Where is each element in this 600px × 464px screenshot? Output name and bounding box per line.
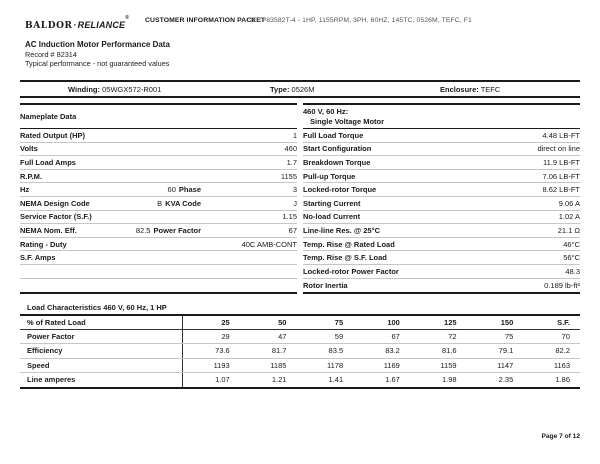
row-label: Line amperes (20, 373, 183, 387)
row-label: Rating - Duty (20, 239, 67, 249)
cell-value: 79.1 (498, 346, 514, 356)
page-number: Page 7 of 12 (541, 433, 580, 440)
document-header (25, 15, 580, 29)
type-segment (270, 85, 440, 94)
type-value: 0526M (291, 84, 315, 94)
row-value: 4.48 LB-FT (542, 130, 580, 140)
table-row (303, 279, 580, 293)
row-value: 40C AMB-CONT (241, 239, 297, 249)
type-label: Type: (270, 84, 290, 94)
empty-row (20, 279, 297, 293)
row-label: Full Load Amps (20, 157, 76, 167)
packet-title: CUSTOMER INFORMATION PACKET (145, 17, 266, 24)
row-value: 3 (292, 185, 297, 195)
cell-value: 1147 (497, 360, 514, 370)
column-header: 75 (334, 318, 344, 328)
cell-value: 29 (221, 332, 230, 342)
row-label: Speed (20, 359, 183, 372)
cell-value: 70 (561, 332, 570, 342)
row-mid-value: 82.5 (135, 225, 151, 235)
table-row (303, 211, 580, 225)
record-number: Record # 82314 (25, 49, 77, 59)
column-header: S.F. (557, 318, 570, 328)
row-value: J (293, 198, 297, 208)
row-value: 67 (288, 225, 297, 235)
cell-value: 1.21 (271, 375, 287, 385)
row-value: 1 (292, 130, 297, 140)
row-label: Efficiency (20, 344, 183, 357)
row-label: NEMA Design Code (20, 198, 90, 208)
cell-value: 81.6 (441, 346, 457, 356)
column-header: % of Rated Load (20, 316, 183, 329)
row-value: direct on line (537, 144, 580, 154)
table-row (20, 129, 297, 143)
cell-value: 83.2 (385, 346, 400, 356)
table-row (303, 156, 580, 170)
row-label: Temp. Rise @ Rated Load (303, 239, 395, 249)
table-row (303, 170, 580, 184)
cell-value: 83.5 (328, 346, 344, 356)
cell-value: 72 (448, 332, 457, 342)
row-value: 9.06 A (558, 198, 580, 208)
winding-value: 05WGX572-R001 (102, 84, 162, 94)
nameplate-table-header (20, 105, 297, 129)
row-value: 48.3 (565, 266, 580, 276)
row-label: Starting Current (303, 198, 361, 208)
table-row (303, 224, 580, 238)
logo-baldor-text: BALDOR (25, 21, 73, 31)
row-label: Power Factor (20, 330, 183, 343)
cell-value: 82.2 (555, 346, 570, 356)
row-label: Locked-rotor Torque (303, 185, 377, 195)
logo-dot: · (73, 20, 77, 30)
cell-value: 1.86 (555, 375, 570, 385)
table-row (20, 183, 297, 197)
row-label: Temp. Rise @ S.F. Load (303, 253, 387, 263)
row-value: 1.15 (282, 212, 297, 222)
row-label: S.F. Amps (20, 253, 56, 263)
nameplate-table (20, 103, 297, 294)
row-value: 46°C (563, 239, 580, 249)
row-value: 1.02 A (558, 212, 580, 222)
table-row (20, 211, 297, 225)
cell-value: 1.41 (328, 375, 344, 385)
row-mid-label: Phase (178, 185, 201, 195)
main-tables (20, 103, 580, 294)
table-row (20, 224, 297, 238)
enclosure-label: Enclosure: (440, 84, 479, 94)
row-label: R.P.M. (20, 171, 42, 181)
voltage-table-header (303, 105, 580, 129)
voltage-performance-table (303, 103, 580, 294)
page-title: AC Induction Motor Performance Data (25, 40, 170, 49)
table-row (303, 238, 580, 252)
table-row (303, 197, 580, 211)
row-value: 0.189 lb-ft² (544, 280, 580, 290)
table-row (20, 143, 297, 157)
table-row (20, 330, 580, 344)
row-label: Rotor Inertia (303, 280, 348, 290)
table-row (303, 251, 580, 265)
row-label: Hz (20, 185, 30, 195)
winding-segment (20, 85, 270, 94)
cell-value: 73.6 (215, 346, 230, 356)
title-block (25, 40, 170, 69)
table-row (303, 183, 580, 197)
row-label: Full Load Torque (303, 130, 364, 140)
row-label: Locked-rotor Power Factor (303, 266, 399, 276)
row-label: No-load Current (303, 212, 361, 222)
column-header: 100 (387, 318, 400, 328)
column-header: 25 (221, 318, 230, 328)
voltage-header-line1: 460 V, 60 Hz: (303, 107, 349, 116)
table-row (20, 156, 297, 170)
logo-reliance-text: RELIANCE (77, 20, 126, 30)
cell-value: 1178 (327, 360, 344, 370)
column-header: 125 (444, 318, 457, 328)
cell-value: 1.67 (385, 375, 400, 385)
cell-value: 67 (391, 332, 400, 342)
winding-label: Winding: (68, 84, 101, 94)
table-row (20, 359, 580, 373)
row-value: 8.62 LB-FT (542, 185, 580, 195)
row-label: Service Factor (S.F.) (20, 212, 92, 222)
table-row (20, 373, 580, 387)
row-label: Volts (20, 144, 38, 154)
catalog-spec-line: CECP83582T-4 - 1HP, 1155RPM, 3PH, 60HZ, 145TC, 0526M, TEFC, F1 (247, 17, 472, 24)
row-mid-value: 60 (167, 185, 176, 195)
row-mid-value: B (157, 198, 163, 208)
row-value: 1.7 (286, 157, 297, 167)
cell-value: 59 (334, 332, 344, 342)
cell-value: 75 (504, 332, 514, 342)
load-characteristics-title: Load Characteristics 460 V, 60 Hz, 1 HP (27, 303, 167, 312)
empty-row (20, 265, 297, 279)
column-header: 50 (278, 318, 287, 328)
table-row (20, 344, 580, 358)
voltage-header-line2: Single Voltage Motor (310, 116, 385, 126)
row-value: 56°C (563, 253, 580, 263)
load-table-header-row (20, 316, 580, 330)
column-header: 150 (500, 318, 514, 328)
table-row (303, 129, 580, 143)
enclosure-value: TEFC (480, 84, 501, 94)
row-value: 1155 (280, 171, 297, 181)
cell-value: 47 (278, 332, 287, 342)
row-label: NEMA Nom. Eff. (20, 225, 77, 235)
cell-value: 1193 (213, 360, 230, 370)
row-label: Rated Output (HP) (20, 130, 85, 140)
performance-note: Typical performance - not guaranteed values (25, 59, 170, 68)
table-row (303, 265, 580, 279)
table-row (20, 238, 297, 252)
row-label: Breakdown Torque (303, 157, 371, 167)
row-value: 11.9 LB-FT (543, 157, 580, 167)
table-row (20, 170, 297, 184)
row-mid-label: KVA Code (165, 198, 201, 208)
load-characteristics-table (20, 314, 580, 389)
row-label: Start Configuration (303, 144, 372, 154)
cell-value: 81.7 (271, 346, 287, 356)
nameplate-header-text: Nameplate Data (20, 111, 77, 121)
cell-value: 1159 (440, 360, 457, 370)
baldor-reliance-logo (25, 15, 129, 33)
enclosure-segment (440, 85, 580, 94)
row-label: Line-line Res. @ 25°C (303, 225, 380, 235)
cell-value: 1185 (270, 360, 287, 370)
winding-type-enclosure-bar (20, 80, 580, 98)
cell-value: 1169 (383, 360, 400, 370)
row-mid-label: Power Factor (153, 225, 201, 235)
cell-value: 1.07 (215, 375, 230, 385)
cell-value: 1.98 (441, 375, 457, 385)
cell-value: 2.35 (498, 375, 514, 385)
row-label: Pull-up Torque (303, 171, 356, 181)
registered-trademark-icon: ® (125, 15, 129, 21)
cell-value: 1163 (553, 360, 570, 370)
table-row (20, 251, 297, 265)
table-row (20, 197, 297, 211)
row-value: 21.1 Ω (557, 225, 580, 235)
table-row (303, 143, 580, 157)
row-value: 7.06 LB-FT (542, 171, 580, 181)
row-value: 460 (284, 144, 297, 154)
